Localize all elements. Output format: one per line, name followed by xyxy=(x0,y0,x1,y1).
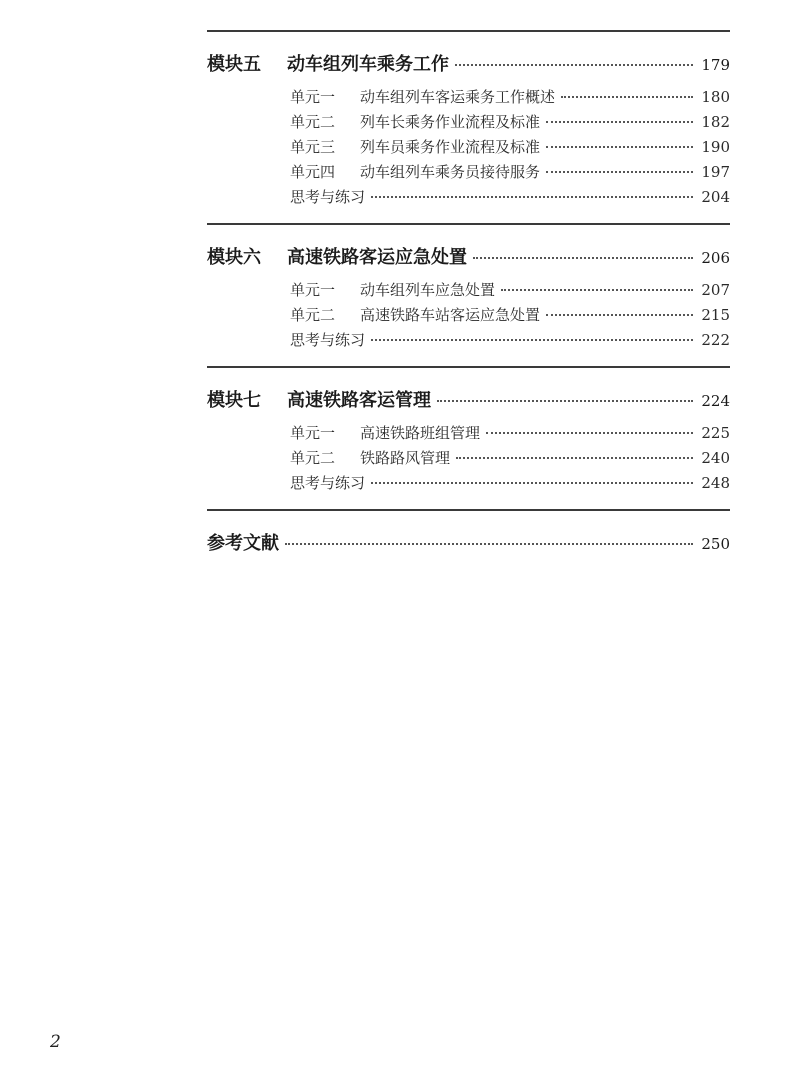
module-title-row[interactable] xyxy=(207,243,730,271)
dot-leader xyxy=(561,96,693,98)
unit-title: 思考与练习 xyxy=(290,188,366,206)
unit-list xyxy=(207,279,730,354)
page-number: 197 xyxy=(701,163,730,181)
dot-leader xyxy=(546,171,693,173)
unit-entry[interactable] xyxy=(290,86,730,111)
references-entry[interactable] xyxy=(207,529,730,557)
unit-number: 单元一 xyxy=(290,424,336,442)
unit-entry[interactable] xyxy=(290,304,730,329)
page-number: 225 xyxy=(701,424,730,442)
unit-entry[interactable] xyxy=(290,279,730,304)
module-title: 高速铁路客运管理 xyxy=(287,390,431,411)
unit-number: 单元三 xyxy=(290,138,336,156)
page-number: 250 xyxy=(701,535,730,553)
dot-leader xyxy=(437,400,693,402)
unit-title: 列车长乘务作业流程及标准 xyxy=(360,113,541,131)
unit-number: 单元二 xyxy=(290,449,336,467)
module-number: 模块五 xyxy=(207,54,261,75)
unit-list xyxy=(207,422,730,497)
dot-leader xyxy=(546,121,693,123)
unit-title: 高速铁路班组管理 xyxy=(360,424,481,442)
dot-leader xyxy=(546,314,693,316)
unit-title: 动车组列车乘务员接待服务 xyxy=(360,163,541,181)
unit-entry[interactable] xyxy=(290,447,730,472)
dot-leader xyxy=(371,339,693,341)
module-number: 模块六 xyxy=(207,247,261,268)
exercise-entry[interactable] xyxy=(290,186,730,211)
dot-leader xyxy=(456,457,693,459)
unit-title: 思考与练习 xyxy=(290,331,366,349)
unit-number: 单元四 xyxy=(290,163,336,181)
module-title: 动车组列车乘务工作 xyxy=(287,54,449,75)
page-number: 240 xyxy=(701,449,730,467)
unit-number: 单元二 xyxy=(290,113,336,131)
unit-title: 列车员乘务作业流程及标准 xyxy=(360,138,541,156)
unit-entry[interactable] xyxy=(290,161,730,186)
unit-entry[interactable] xyxy=(290,136,730,161)
module-number: 模块七 xyxy=(207,390,261,411)
references-title: 参考文献 xyxy=(207,533,279,554)
module-title-row[interactable] xyxy=(207,386,730,414)
unit-number: 单元一 xyxy=(290,281,336,299)
section-divider xyxy=(207,30,730,32)
page-number: 248 xyxy=(701,474,730,492)
dot-leader xyxy=(371,482,693,484)
page-number: 180 xyxy=(701,88,730,106)
unit-list xyxy=(207,86,730,211)
module-6 xyxy=(207,243,730,366)
module-7 xyxy=(207,386,730,509)
page-number: 204 xyxy=(701,188,730,206)
unit-title: 铁路路风管理 xyxy=(360,449,451,467)
exercise-entry[interactable] xyxy=(290,329,730,354)
page-number: 179 xyxy=(701,56,730,74)
dot-leader xyxy=(486,432,693,434)
page-number: 224 xyxy=(701,392,730,410)
exercise-entry[interactable] xyxy=(290,472,730,497)
page-number: 182 xyxy=(701,113,730,131)
module-5 xyxy=(207,50,730,223)
dot-leader xyxy=(285,543,693,545)
page-number: 207 xyxy=(701,281,730,299)
unit-entry[interactable] xyxy=(290,422,730,447)
dot-leader xyxy=(473,257,693,259)
unit-number: 单元二 xyxy=(290,306,336,324)
unit-title: 动车组列车客运乘务工作概述 xyxy=(360,88,556,106)
unit-title: 高速铁路车站客运应急处置 xyxy=(360,306,541,324)
page-number: 222 xyxy=(701,331,730,349)
section-divider xyxy=(207,223,730,225)
page-folio: 2 xyxy=(50,1032,61,1052)
section-divider xyxy=(207,509,730,511)
module-title-row[interactable] xyxy=(207,50,730,78)
page-number: 190 xyxy=(701,138,730,156)
page-number: 215 xyxy=(701,306,730,324)
dot-leader xyxy=(546,146,693,148)
dot-leader xyxy=(501,289,693,291)
section-divider xyxy=(207,366,730,368)
unit-title: 动车组列车应急处置 xyxy=(360,281,496,299)
module-title: 高速铁路客运应急处置 xyxy=(287,247,467,268)
dot-leader xyxy=(455,64,693,66)
unit-entry[interactable] xyxy=(290,111,730,136)
page-number: 206 xyxy=(701,249,730,267)
unit-title: 思考与练习 xyxy=(290,474,366,492)
table-of-contents xyxy=(207,30,730,557)
dot-leader xyxy=(371,196,693,198)
unit-number: 单元一 xyxy=(290,88,336,106)
